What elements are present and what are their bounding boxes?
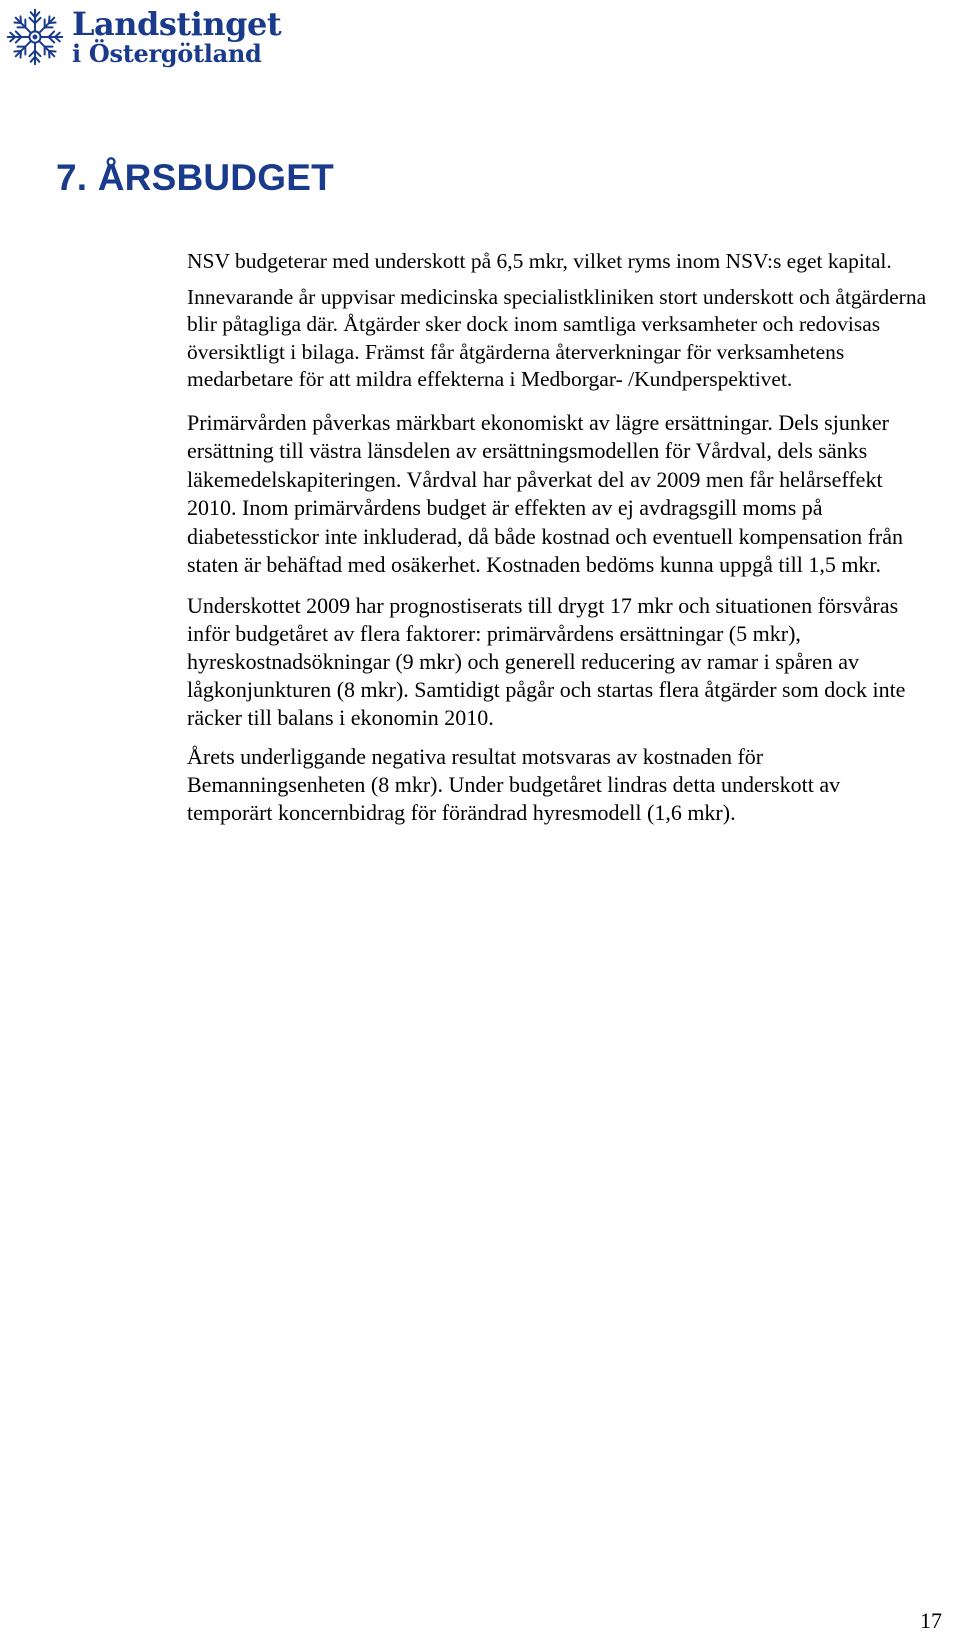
snowflake-emblem-icon (4, 6, 66, 68)
paragraph-deficit-2009: Underskottet 2009 har prognostiserats till drygt 17 mkr och situationen försvåras inför budgetåret av flera faktorer: primärvårdens ersättningar (5 mkr), hyreskostnadsökningar (9 mkr) och generell reducering av ramar i spåren av lågkonjunkturen (8 mkr). Samtidigt pågår och startas flera åtgärder som dock inte räcker till balans i ekonomin 2010. (187, 592, 906, 730)
paragraph-budget-summary: NSV budgeterar med underskott på 6,5 mkr, vilket ryms inom NSV:s eget kapital. (187, 249, 892, 273)
body-text (187, 248, 927, 827)
logo-name: Landstinget (72, 5, 282, 43)
logo-region: i Östergötland (72, 39, 262, 68)
section-heading: 7. ÅRSBUDGET (56, 157, 334, 198)
paragraph-primary-care: Primärvården påverkas märkbart ekonomiskt av lägre ersättningar. Dels sjunker ersättning till västra länsdelen av ersättningsmodellen för Vårdval, dels sänks läkemedelskapiteringen. Vårdval har påverkat del av 2009 men får helårseffekt 2010. Inom primärvårdens budget är effekten av ej avdragsgill moms på diabetesstickor inte inkluderad, då både kostnad och eventuell kompensation från staten är behäftad med osäkerhet. Kostnaden bedöms kunna uppgå till 1,5 mkr. (187, 409, 903, 577)
paragraph-specialist-clinic: Innevarande år uppvisar medicinska specialistkliniken stort underskott och åtgärderna blir påtagliga där. Åtgärder sker dock inom samtliga verksamheter och redovisas översiktligt i bilaga. Främst får åtgärderna återverkningar för verksamhetens medarbetare för att mildra effekterna i Medborgar- /Kundperspektivet. (187, 284, 927, 391)
logo-text (72, 5, 282, 68)
paragraph-staffing-unit: Årets underliggande negativa resultat motsvaras av kostnaden för Bemanningsenheten (8 mkr). Under budgetåret lindras detta underskott av temporärt koncernbidrag för förändrad hyresmodell (1,6 mkr). (187, 743, 841, 825)
logo (4, 4, 281, 70)
page-number: 17 (920, 1608, 942, 1633)
